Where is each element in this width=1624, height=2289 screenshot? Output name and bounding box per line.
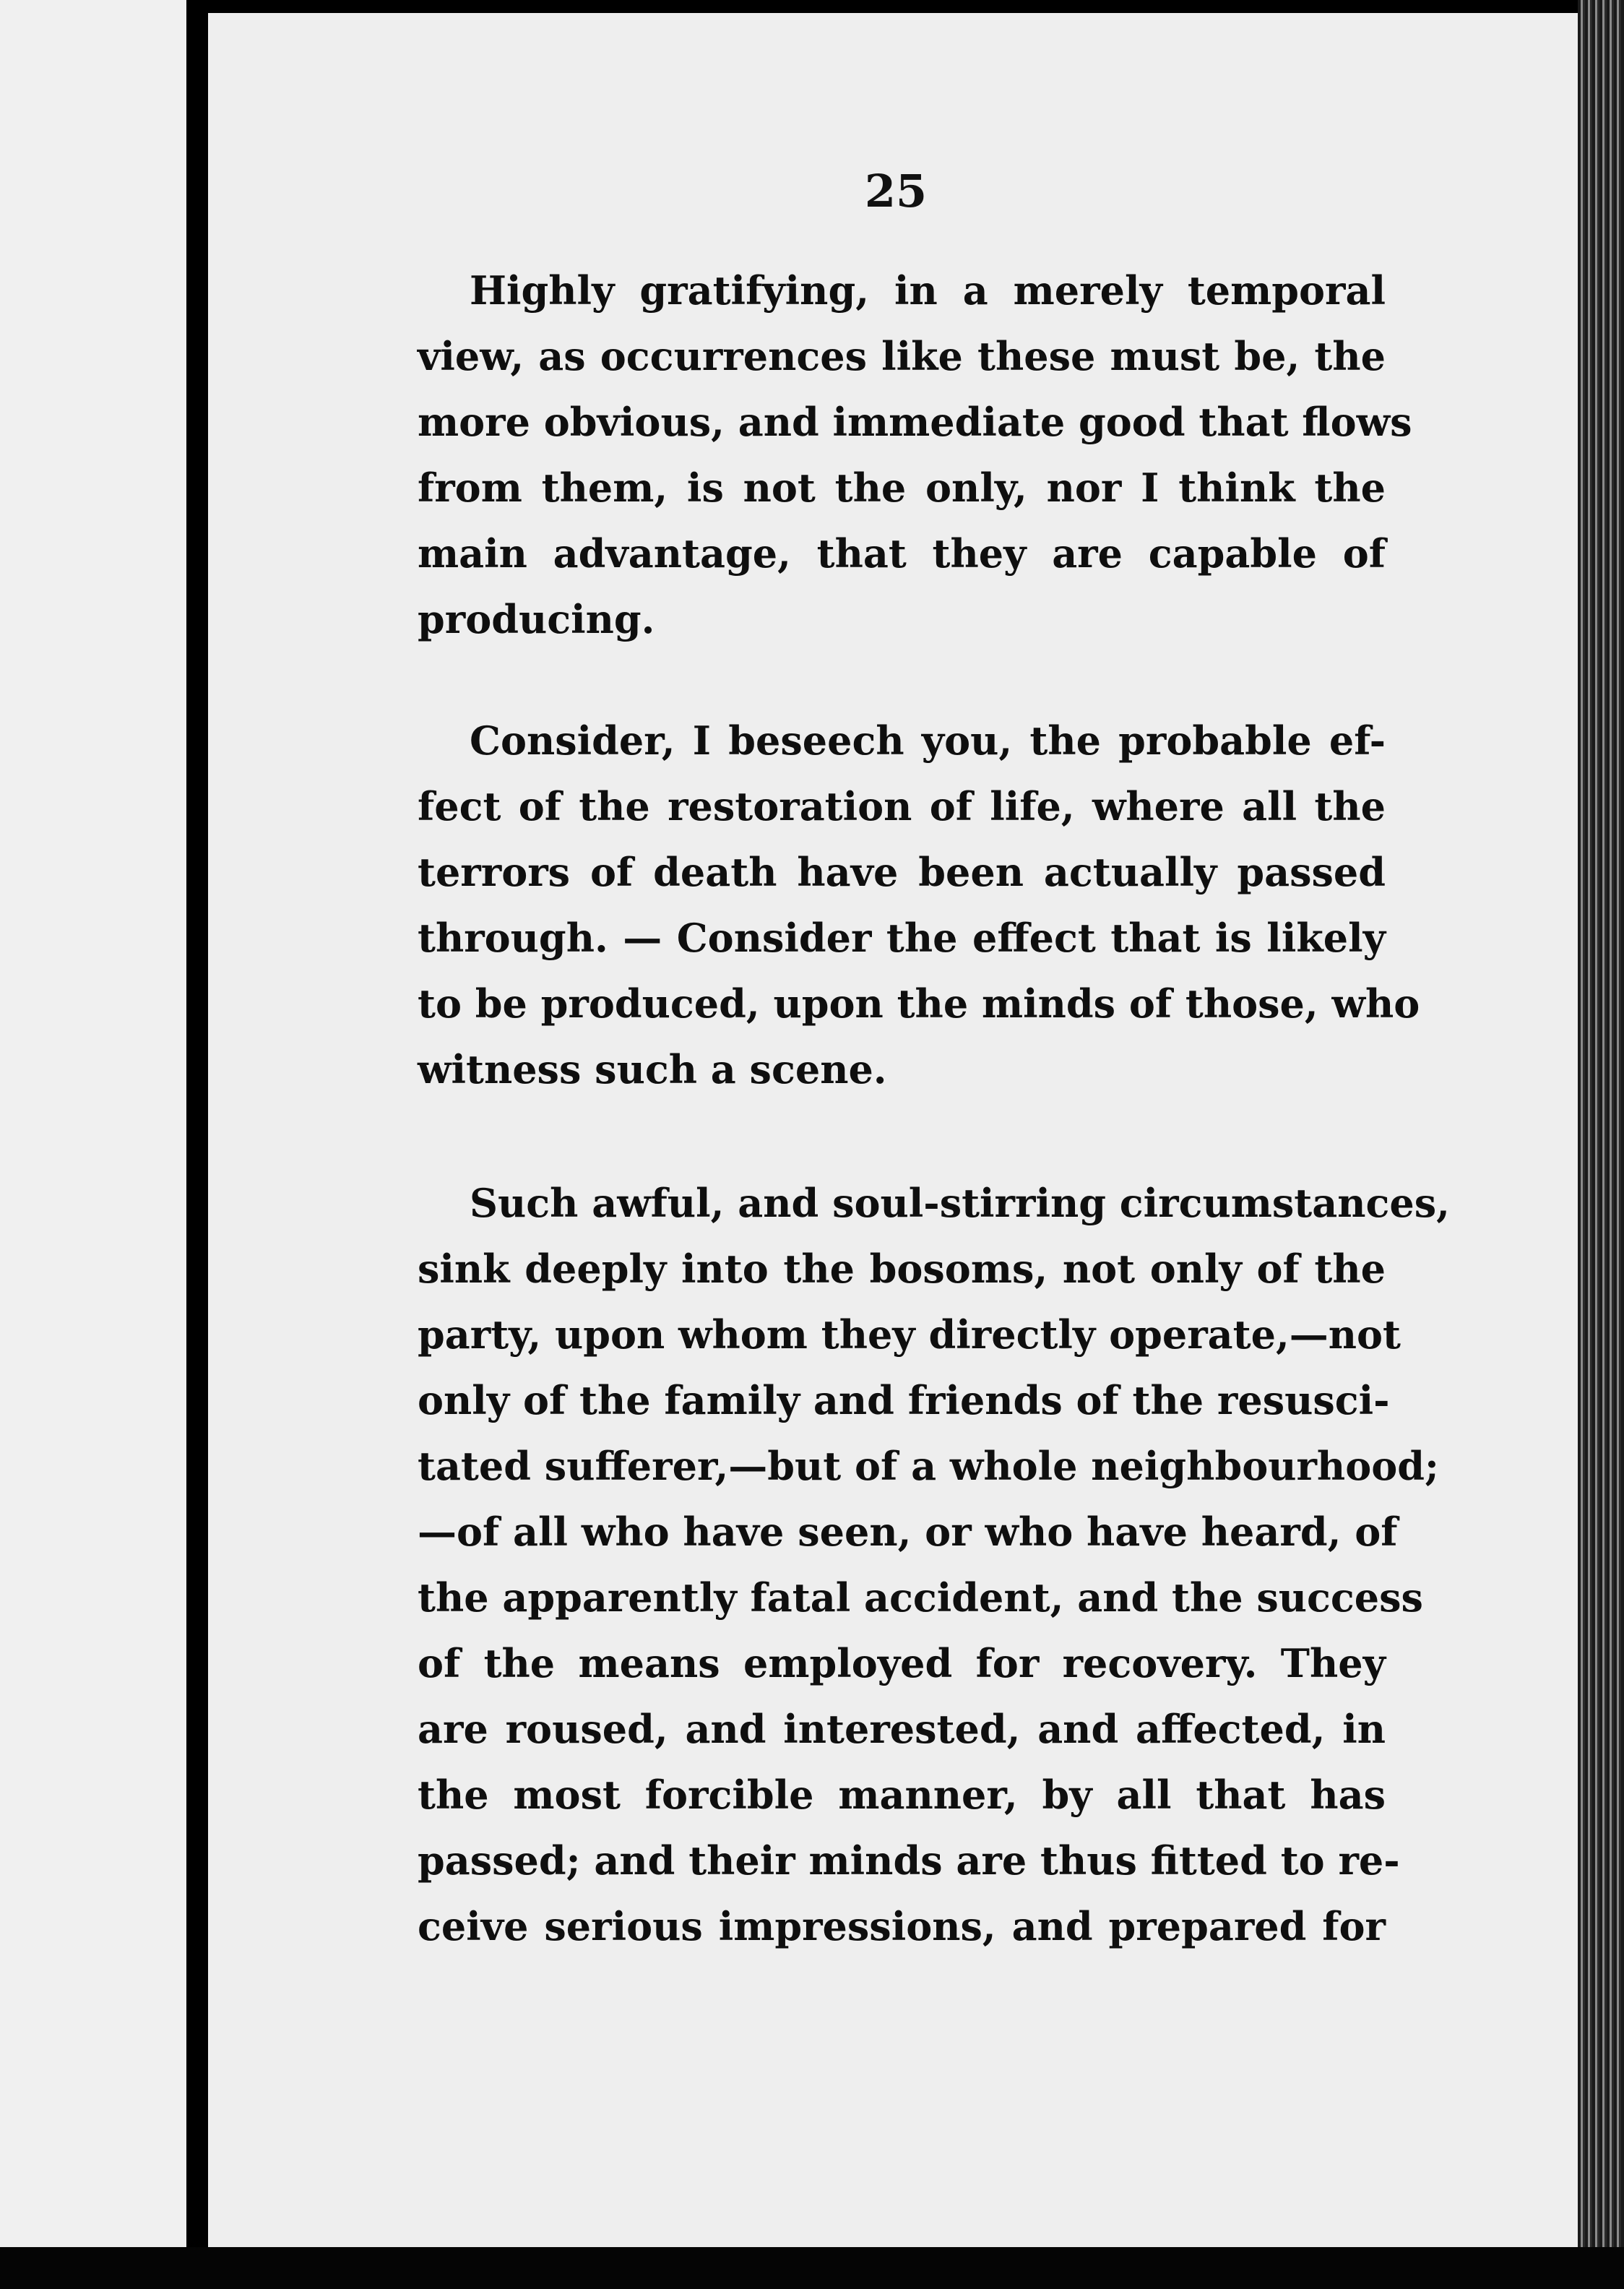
text-line: fect of the restoration of life, where all the [418,783,1386,829]
page-number: 25 [864,165,928,217]
text-line: the apparently fatal accident, and the success [418,1574,1423,1621]
text-line: passed; and their minds are thus fitted to re- [418,1837,1400,1884]
text-line: view, as occurrences like these must be, the [418,333,1386,379]
text-line: tated sufferer,—but of a whole neighbourhood; [418,1443,1439,1489]
paragraph-2 [418,708,1420,1103]
text-line: ceive serious impressions, and prepared for [418,1903,1386,1949]
text-line: witness such a scene. [418,1046,887,1092]
page-block-edge [1578,0,1624,2247]
text-line: to be produced, upon the minds of those, who [418,980,1420,1027]
text-line: producing. [418,596,655,642]
text-line: party, upon whom they directly operate,—not [418,1311,1401,1358]
text-line: only of the family and friends of the resusci- [418,1377,1390,1423]
text-line: are roused, and interested, and affected, in [418,1706,1386,1752]
facing-page-edge [0,0,186,2247]
text-line: more obvious, and immediate good that flows [418,399,1412,445]
text-line: Highly gratifying, in a merely temporal [470,267,1386,314]
text-line: main advantage, that they are capable of [418,530,1386,577]
text-line: the most forcible manner, by all that has [418,1772,1386,1818]
text-line: from them, is not the only, nor I think the [418,465,1386,511]
text-line: Consider, I beseech you, the probable ef- [470,717,1386,764]
text-line: of the means employed for recovery. They [418,1640,1386,1686]
scan-bottom-border [0,2247,1624,2289]
book-gutter [186,0,208,2247]
paragraph-1 [418,258,1412,652]
text-line: through. — Consider the effect that is likely [418,915,1386,961]
text-line: Such awful, and soul-stirring circumstances, [470,1180,1450,1226]
text-line: terrors of death have been actually passed [418,849,1386,895]
paragraph-3 [418,1171,1450,1960]
text-line: sink deeply into the bosoms, not only of the [418,1246,1386,1292]
text-line: —of all who have seen, or who have heard, of [418,1509,1398,1555]
